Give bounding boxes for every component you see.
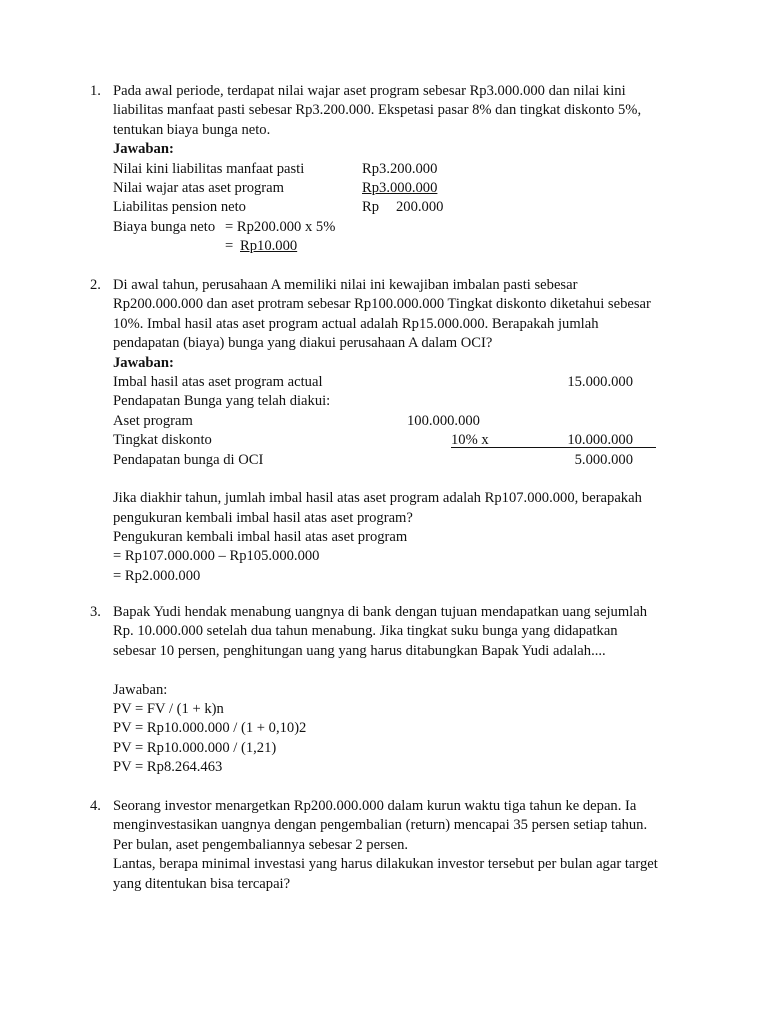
question-text-line: pendapatan (biaya) bunga yang diakui perusahaan A dalam OCI?	[113, 335, 493, 352]
row-label: Pendapatan Bunga yang telah diakui:	[113, 393, 331, 410]
row-value: 10.000.000	[567, 432, 633, 449]
calc-label: Biaya bunga neto	[113, 218, 216, 235]
question-4	[90, 797, 690, 894]
row-label: Aset program	[113, 412, 193, 429]
question-text-line: Bapak Yudi hendak menabung uangnya di bank dengan tujuan mendapatkan uang sejumlah	[113, 604, 648, 620]
question-text-line: Pada awal periode, terdapat nilai wajar aset program sebesar Rp3.000.000 dan nilai kini	[113, 83, 626, 99]
calc-row	[113, 198, 690, 217]
question-2	[90, 276, 690, 586]
question-text-line: sebesar 10 persen, penghitungan uang yang harus ditabungkan Bapak Yudi adalah....	[113, 642, 606, 659]
question-number: 3.	[90, 604, 101, 620]
answer-label: Jawaban:	[113, 354, 174, 371]
calc-step: = Rp200.000 x 5%	[225, 218, 336, 235]
question-number: 2.	[90, 277, 101, 293]
question-text-line: liabilitas manfaat pasti sebesar Rp3.200.000. Ekspetasi pasar 8% dan tingkat diskonto 5%,	[113, 102, 642, 119]
calc-row	[113, 412, 690, 431]
row-mid-value: 100.000.000	[407, 412, 480, 429]
formula-step: PV = Rp8.264.463	[113, 759, 223, 776]
followup-line: = Rp2.000.000	[113, 567, 201, 584]
question-text-line: Lantas, berapa minimal investasi yang harus dilakukan investor tersebut per bulan agar target	[113, 856, 658, 873]
calc-eq: =	[225, 238, 234, 255]
row-label: Liabilitas pension neto	[113, 199, 246, 216]
row-value: 5.000.000	[574, 451, 633, 468]
question-text-line: yang ditentukan bisa tercapai?	[113, 875, 291, 892]
question-text-line: Rp200.000.000 dan aset protram sebesar Rp100.000.000 Tingkat diskonto diketahui sebesar	[113, 296, 651, 313]
question-text-line: Rp. 10.000.000 setelah dua tahun menabung. Jika tingkat suku bunga yang didapatkan	[113, 623, 618, 640]
question-text-line: 10%. Imbal hasil atas aset program actual adalah Rp15.000.000. Berapakah jumlah	[113, 315, 599, 332]
calc-row	[113, 392, 690, 411]
calc-row	[113, 179, 690, 198]
row-value: 200.000	[396, 199, 444, 216]
calc-row	[113, 237, 690, 256]
formula-step: PV = Rp10.000.000 / (1 + 0,10)2	[113, 720, 307, 737]
calc-row	[113, 218, 690, 237]
formula-step: PV = FV / (1 + k)n	[113, 700, 224, 717]
calc-row	[113, 431, 690, 450]
question-text-line: Di awal tahun, perusahaan A memiliki nilai ini kewajiban imbalan pasti sebesar	[113, 277, 578, 293]
formula-step: PV = Rp10.000.000 / (1,21)	[113, 739, 277, 756]
calc-row	[113, 373, 690, 392]
row-value: Rp3.200.000	[362, 160, 438, 177]
question-text-line: Per bulan, aset pengembaliannya sebesar 2 persen.	[113, 836, 409, 853]
calc-row	[113, 160, 690, 179]
row-label: Imbal hasil atas aset program actual	[113, 373, 323, 390]
question-number: 1.	[90, 83, 101, 99]
row-label: Pendapatan bunga di OCI	[113, 451, 264, 468]
followup-line: = Rp107.000.000 – Rp105.000.000	[113, 548, 320, 565]
row-value-prefix: Rp	[362, 199, 380, 216]
row-label: Nilai wajar atas aset program	[113, 179, 284, 196]
row-label: Nilai kini liabilitas manfaat pasti	[113, 160, 305, 177]
row-value: Rp3.000.000	[362, 179, 438, 196]
question-1	[90, 82, 690, 257]
answer-label: Jawaban:	[113, 141, 174, 158]
calc-result: Rp10.000	[240, 238, 298, 255]
calc-row	[113, 451, 690, 470]
question-text-line: menginvestasikan uangnya dengan pengembalian (return) mencapai 35 persen setiap tahun.	[113, 817, 648, 834]
answer-label: Jawaban:	[113, 681, 168, 698]
followup-line: pengukuran kembali imbal hasil atas aset program?	[113, 509, 413, 526]
followup-line: Pengukuran kembali imbal hasil atas aset program	[113, 529, 408, 546]
question-text-line: tentukan biaya bunga neto.	[113, 121, 271, 138]
question-3	[90, 603, 690, 778]
row-value: 15.000.000	[567, 373, 633, 390]
row-mid-value: 10% x	[451, 432, 489, 449]
row-label: Tingkat diskonto	[113, 432, 212, 449]
question-text-line: Seorang investor menargetkan Rp200.000.000 dalam kurun waktu tiga tahun ke depan. Ia	[113, 798, 637, 814]
followup-line: Jika diakhir tahun, jumlah imbal hasil atas aset program adalah Rp107.000.000, berapakah	[113, 490, 642, 507]
question-number: 4.	[90, 798, 101, 814]
